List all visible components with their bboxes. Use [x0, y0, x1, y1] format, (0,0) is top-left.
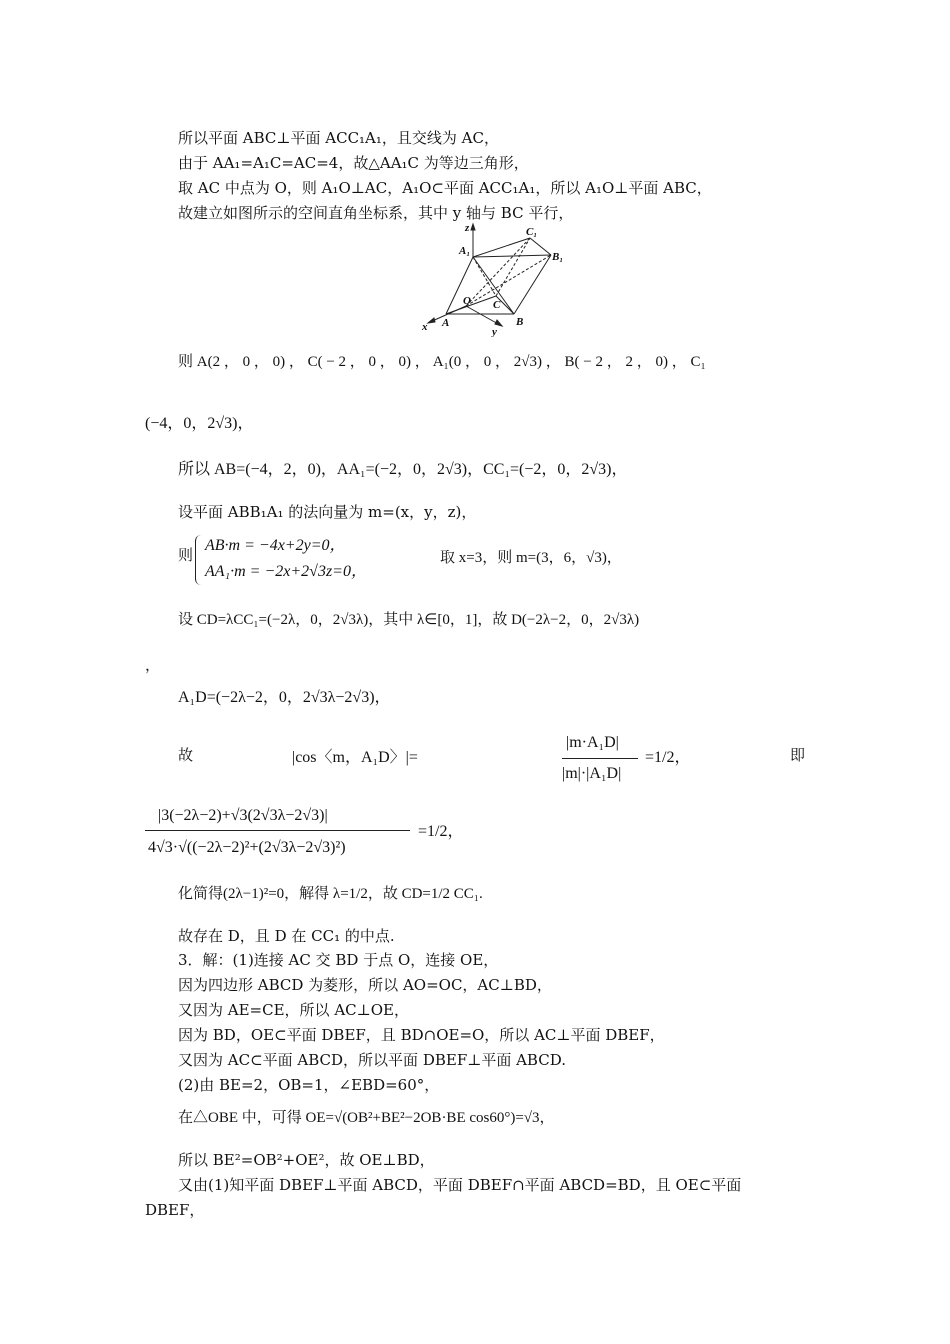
label-c1: C₁	[526, 226, 538, 238]
big-rhs: =1/2，	[418, 823, 464, 840]
big-denominator: 4√3·√((−2λ−2)²+(2√3λ−2√3)²)	[148, 839, 346, 856]
comma-line: ，	[145, 656, 161, 674]
label-y: y	[492, 326, 497, 337]
p3-line-6: (2)由 BE=2，OB=1，∠EBD=60°，	[178, 1076, 440, 1094]
conclusion-line: 故存在 D，且 D 在 CC₁ 的中点.	[178, 927, 395, 945]
system-prefix: 则	[178, 546, 194, 564]
line-3: 取 AC 中点为 O，则 A₁O⊥AC，A₁O⊂平面 ACC₁A₁，所以 A₁O⊥平面 ABC，	[178, 179, 712, 197]
coordinate-figure	[418, 222, 568, 337]
line-4: 故建立如图所示的空间直角坐标系，其中 y 轴与 BC 平行，	[178, 204, 574, 222]
label-z: z	[465, 222, 470, 234]
cos-expression: |cos〈m，A₁D〉|=	[292, 749, 418, 766]
label-a: A	[442, 317, 450, 329]
p3-line-4: 因为 BD，OE⊂平面 DBEF，且 BD∩OE=O，所以 AC⊥平面 DBEF，	[178, 1026, 665, 1044]
label-x: x	[422, 321, 428, 333]
label-a1: A₁	[459, 245, 471, 257]
system-eq-2: AA₁·m = −2x+2√3z=0，	[205, 563, 367, 580]
a1d-line: A₁D=(−2λ−2，0，2√3λ−2√3)，	[178, 689, 391, 706]
line-1: 所以平面 ABC⊥平面 ACC₁A₁，且交线为 AC，	[178, 129, 499, 147]
vectors-line: 所以 AB=(−4，2，0)，AA₁=(−2，0，2√3)，CC₁=(−2，0，2√3)，	[178, 461, 628, 478]
simplify-line: 化简得(2λ−1)²=0，解得 λ=1/2，故 CD=1/2 CC₁.	[178, 886, 483, 902]
cos-suffix: 即	[790, 746, 806, 764]
cos-rhs: =1/2，	[645, 749, 691, 766]
big-numerator: |3(−2λ−2)+√3(2√3λ−2√3)|	[158, 807, 328, 824]
p3-line-8: 所以 BE²=OB²+OE²，故 OE⊥BD，	[178, 1151, 435, 1169]
p3-line-7: 在△OBE 中，可得 OE=√(OB²+BE²−2OB·BE cos60°)=√3，	[178, 1110, 555, 1126]
p3-line-2: 因为四边形 ABCD 为菱形，所以 AO=OC，AC⊥BD，	[178, 976, 552, 994]
system-result: 取 x=3，则 m=(3，6，√3)，	[440, 550, 622, 566]
p3-line-5: 又因为 AC⊂平面 ABCD，所以平面 DBEF⊥平面 ABCD.	[178, 1051, 566, 1069]
coords-line-1: 则 A(2 ， 0 ， 0) ， C( − 2 ， 0 ， 0) ， A₁(0 ， 0 ， 2√3) ， B( − 2 ， 2 ， 0) ， C₁	[178, 354, 706, 370]
system-eq-1: AB·m = −4x+2y=0，	[205, 537, 346, 554]
p3-line-1: 3．解：(1)连接 AC 交 BD 于点 O，连接 OE，	[178, 951, 499, 969]
label-b1: B₁	[552, 251, 564, 263]
label-o: O	[463, 295, 471, 307]
edge-c1b1	[530, 238, 551, 255]
cos-denominator: |m|·|A₁D|	[562, 765, 622, 782]
label-b: B	[516, 316, 524, 328]
cd-definition: 设 CD=λCC₁=(−2λ，0，2√3λ)，其中 λ∈[0，1]，故 D(−2λ−2，0，2√3λ)	[178, 612, 640, 628]
line-2: 由于 AA₁=A₁C=AC=4，故△AA₁C 为等边三角形，	[178, 154, 529, 172]
edge-bb1	[514, 255, 551, 314]
label-c: C	[493, 299, 501, 311]
coords-line-2: (−4，0，2√3)，	[145, 415, 254, 432]
cos-numerator: |m·A₁D|	[566, 734, 619, 751]
system-brace	[195, 535, 202, 585]
cos-fraction-bar	[562, 758, 638, 759]
normal-line: 设平面 ABB₁A₁ 的法向量为 m=(x，y，z)，	[178, 503, 477, 521]
cos-prefix: 故	[178, 746, 194, 764]
p3-line-9: 又由(1)知平面 DBEF⊥平面 ABCD，平面 DBEF∩平面 ABCD=BD，且 OE⊂平面	[178, 1176, 742, 1194]
x-arrow	[428, 318, 435, 323]
z-arrow	[471, 224, 475, 230]
p3-line-3: 又因为 AE=CE，所以 AC⊥OE，	[178, 1001, 409, 1019]
big-fraction-bar	[145, 830, 410, 831]
p3-line-10: DBEF，	[145, 1201, 205, 1219]
